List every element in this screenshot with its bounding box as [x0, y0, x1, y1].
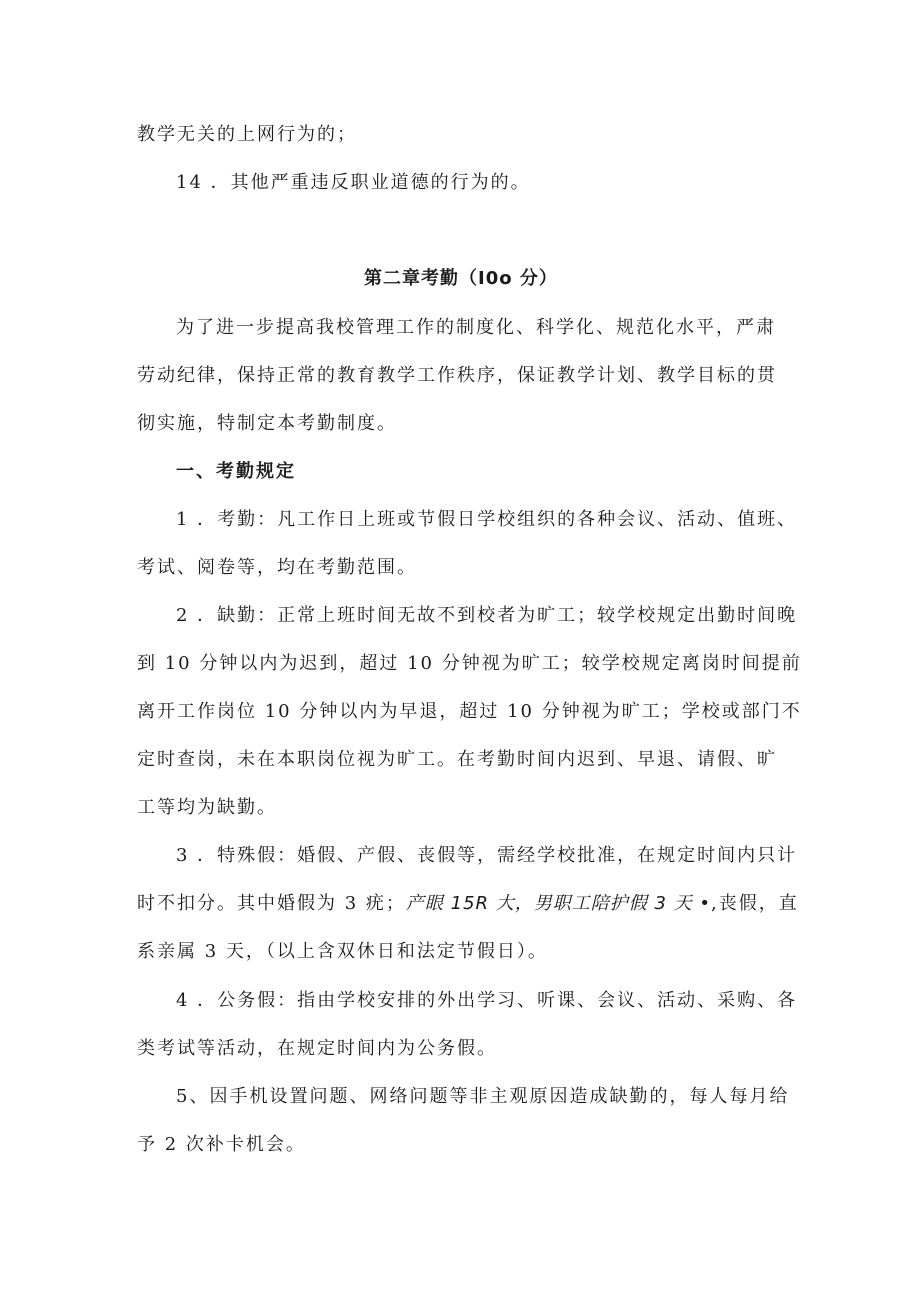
- item3-line-3: 系亲属 3 天，（以上含双休日和法定节假日）。: [137, 941, 548, 962]
- item4-line-2: 类考试等活动，在规定时间内为公务假。: [137, 1038, 497, 1059]
- item3-line-2-normal: 时不扣分。其中婚假为 3 疣；: [137, 893, 406, 914]
- item3-line-2-italic: 产眼 15R 大，男职工陪护假 3 天 •: [405, 893, 711, 914]
- intro-line-2: 14 ．其他严重违反职业道德的行为的。: [176, 172, 531, 193]
- item1-line-1: 1 ．考勤：凡工作日上班或节假日学校组织的各种会议、活动、值班、: [176, 509, 798, 530]
- item4-line-1: 4 ．公务假：指由学校安排的外出学习、听课、会议、活动、采购、各: [176, 990, 798, 1011]
- item2-line-2: 到 10 分钟以内为迟到，超过 10 分钟视为旷工；较学校规定离岗时间提前: [137, 653, 802, 674]
- item3-line-2: [137, 892, 799, 916]
- preamble-line-2: 劳动纪律，保持正常的教育教学工作秩序，保证教学计划、教学目标的贯: [137, 365, 777, 386]
- item2-line-4: 定时查岗，未在本职岗位视为旷工。在考勤时间内迟到、早退、请假、旷: [137, 749, 777, 770]
- item5-line-2: 予 2 次补卡机会。: [137, 1134, 306, 1155]
- item1-line-2: 考试、阅卷等，均在考勤范围。: [137, 557, 417, 578]
- item3-line-2-tail: ,丧假，直: [711, 893, 799, 914]
- item2-line-5: 工等均为缺勤。: [137, 797, 277, 818]
- intro-line-1: 教学无关的上网行为的；: [137, 124, 357, 145]
- chapter-title: 第二章考勤（I0o 分）: [364, 268, 558, 289]
- item2-line-1: 2 ．缺勤：正常上班时间无故不到校者为旷工；较学校规定出勤时间晚: [176, 605, 798, 626]
- preamble-line-3: 彻实施，特制定本考勤制度。: [137, 413, 397, 434]
- section-heading: 一、考勤规定: [176, 461, 296, 482]
- preamble-line-1: 为了进一步提高我校管理工作的制度化、科学化、规范化水平，严肃: [176, 317, 776, 338]
- item3-line-1: 3 ．特殊假：婚假、产假、丧假等，需经学校批准，在规定时间内只计: [176, 845, 798, 866]
- item5-line-1: 5、因手机设置问题、网络问题等非主观原因造成缺勤的，每人每月给: [176, 1086, 790, 1107]
- item2-line-3: 离开工作岗位 10 分钟以内为早退，超过 10 分钟视为旷工；学校或部门不: [137, 701, 802, 722]
